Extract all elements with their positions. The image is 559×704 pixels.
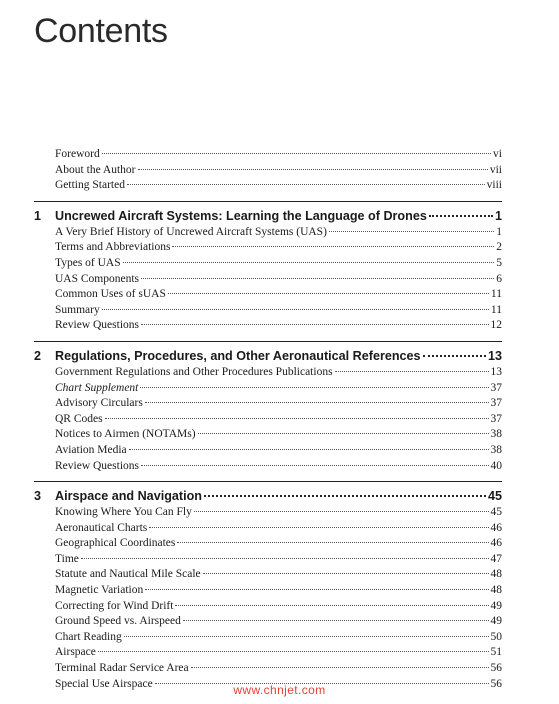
entry-label: Summary [55,303,100,316]
entry-page: 48 [490,568,502,581]
chapter-heading[interactable] [34,341,502,365]
entry-page: 48 [490,584,502,597]
entry-label: Foreword [55,148,100,160]
dot-leader [127,184,485,185]
entry-page: 2 [496,241,502,254]
dot-leader [141,324,488,325]
toc-entry[interactable] [34,178,502,194]
entry-label: Getting Started [55,179,125,192]
entry-page: viii [486,179,502,192]
chapter-page: 45 [487,489,502,504]
entry-label: Terminal Radar Service Area [55,662,189,675]
toc-entry[interactable] [34,599,502,615]
chapter-page: 1 [494,208,502,223]
entry-page: vii [489,163,502,176]
toc-entry[interactable] [34,552,502,568]
dot-leader [198,433,489,434]
chapter-page: 13 [487,348,502,363]
chapter-title: Airspace and Navigation [55,489,202,504]
toc-entry[interactable] [34,412,502,428]
entry-label: Types of UAS [55,256,121,269]
entry-label: Geographical Coordinates [55,537,176,550]
entry-page: 37 [490,381,502,394]
entry-page: 11 [490,303,502,316]
toc-entry[interactable] [34,272,502,288]
entry-label: Government Regulations and Other Procedures Publications [55,365,333,378]
toc-entry[interactable] [34,427,502,443]
chapter-title: Regulations, Procedures, and Other Aeronautical References [55,348,421,363]
dot-leader [172,246,494,247]
entry-label: Aviation Media [55,443,127,456]
dot-leader [183,620,489,621]
dot-leader [203,573,489,574]
entry-page: 37 [490,397,502,410]
dot-leader [191,667,489,668]
chapter-heading[interactable] [34,481,502,505]
dot-leader [429,215,493,217]
dot-leader [149,527,488,528]
toc-entry[interactable] [34,583,502,599]
entry-page: 5 [496,256,502,269]
entry-label: Review Questions [55,319,140,332]
toc-entry[interactable] [34,521,502,537]
dot-leader [329,231,494,232]
entry-page: 56 [490,662,502,675]
dot-leader [98,651,489,652]
entry-page: 12 [490,319,502,332]
chapter-title: Uncrewed Aircraft Systems: Learning the Language of Drones [55,208,427,223]
entry-label: Chart Reading [55,630,122,643]
dot-leader [81,558,489,559]
dot-leader [124,636,489,637]
toc-entry[interactable] [34,630,502,646]
toc-entry[interactable] [34,505,502,521]
page-title: Contents [34,12,168,50]
toc-entry[interactable] [34,240,502,256]
entry-label: Correcting for Wind Drift [55,599,174,612]
entry-label: Ground Speed vs. Airspeed [55,615,181,628]
toc-entry[interactable] [34,318,502,334]
entry-page: 51 [490,646,502,659]
chapter-number: 2 [34,348,42,363]
dot-leader [168,293,489,294]
dot-leader [194,511,489,512]
dot-leader [138,169,488,170]
toc-entry[interactable] [34,163,502,179]
dot-leader [204,495,486,497]
toc-entry[interactable] [34,443,502,459]
toc-entry[interactable] [34,567,502,583]
entry-page: 46 [490,521,502,534]
entry-label: Chart Supplement [55,381,139,394]
toc-entry[interactable] [34,536,502,552]
entry-label: UAS Components [55,272,140,285]
entry-label: Time [55,552,79,565]
entry-label: Review Questions [55,459,140,472]
entry-label: Terms and Abbreviations [55,241,171,254]
entry-label: Advisory Circulars [55,397,143,410]
entry-label: Aeronautical Charts [55,521,148,534]
entry-label: QR Codes [55,412,103,425]
toc-entry[interactable] [34,303,502,319]
entry-label: Magnetic Variation [55,584,144,597]
entry-label: Knowing Where You Can Fly [55,506,192,519]
dot-leader [102,153,491,154]
dot-leader [175,605,488,606]
entry-page: 38 [490,443,502,456]
dot-leader [141,278,494,279]
dot-leader [145,589,488,590]
entry-page: 13 [490,365,502,378]
entry-label: Airspace [55,646,96,659]
toc-entry[interactable] [34,381,502,397]
entry-page: 40 [490,459,502,472]
toc-entry[interactable] [34,396,502,412]
entry-page: 47 [490,552,502,565]
dot-leader [141,465,488,466]
entry-page: 11 [490,288,502,301]
entry-page: vi [493,148,502,160]
dot-leader [177,542,488,543]
entry-label: A Very Brief History of Uncrewed Aircraft Systems (UAS) [55,225,327,238]
toc-entry[interactable] [34,256,502,272]
entry-page: 1 [496,225,502,238]
entry-page: 50 [490,630,502,643]
dot-leader [102,309,489,310]
entry-page: 49 [490,615,502,628]
dot-leader [123,262,495,263]
dot-leader [145,402,489,403]
dot-leader [423,355,486,357]
entry-page: 6 [496,272,502,285]
table-of-contents [34,147,502,692]
chapter-heading[interactable] [34,201,502,225]
entry-page: 45 [490,506,502,519]
entry-page: 37 [490,412,502,425]
entry-label: Statute and Nautical Mile Scale [55,568,201,581]
chapter-number: 1 [34,208,42,223]
front-matter [34,147,502,194]
toc-entry[interactable] [34,661,502,677]
entry-page: 46 [490,537,502,550]
entry-label: About the Author [55,163,136,176]
toc-entry[interactable] [34,147,502,163]
dot-leader [335,371,489,372]
entry-label: Notices to Airmen (NOTAMs) [55,428,196,441]
entry-label: Special Use Airspace [55,677,153,690]
entry-page: 38 [490,428,502,441]
toc-entry[interactable] [34,225,502,241]
toc-entry[interactable] [34,365,502,381]
dot-leader [140,387,488,388]
chapter-number: 3 [34,489,42,504]
toc-entry[interactable] [34,459,502,475]
entry-label: Common Uses of sUAS [55,288,166,301]
dot-leader [129,449,489,450]
entry-page: 49 [490,599,502,612]
toc-entry[interactable] [34,614,502,630]
watermark: www.chnjet.com [233,683,326,697]
toc-entry[interactable] [34,645,502,661]
dot-leader [105,418,489,419]
entry-page: 56 [490,677,502,690]
toc-entry[interactable] [34,287,502,303]
